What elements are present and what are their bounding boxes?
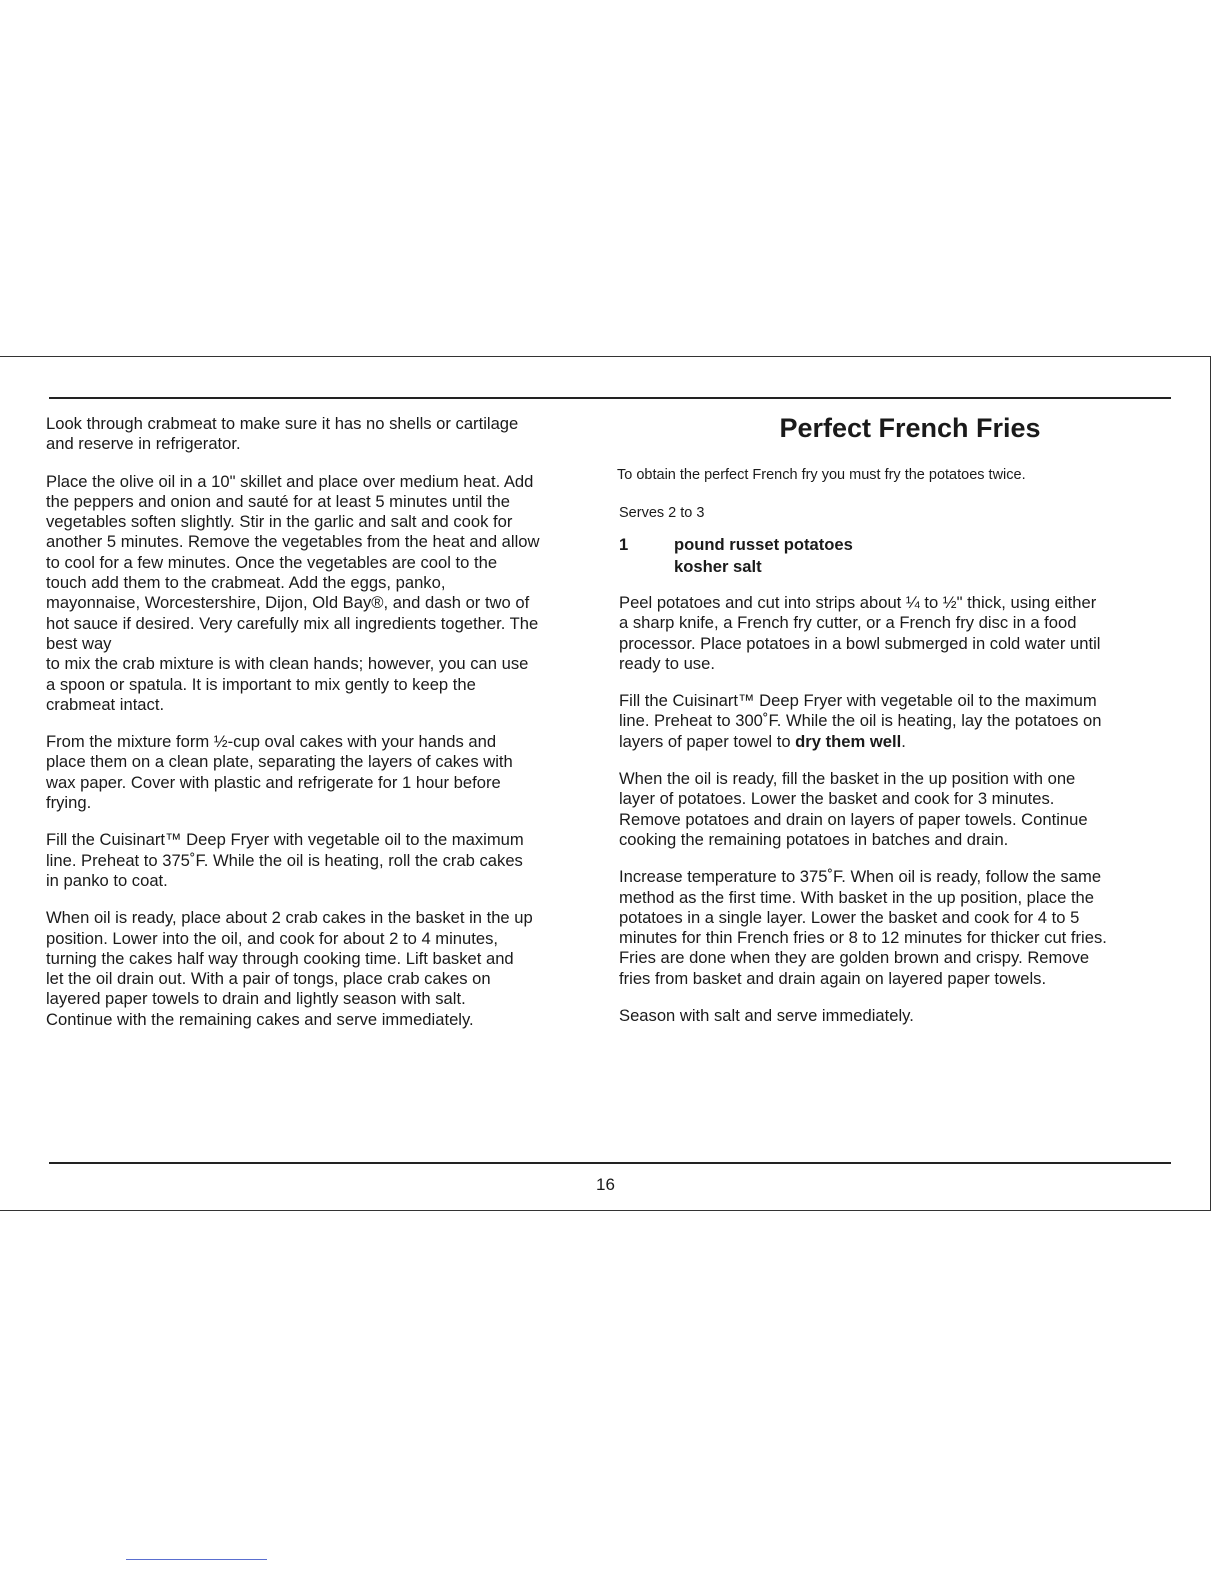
recipe-serves: Serves 2 to 3 xyxy=(619,505,705,521)
recipe-intro: To obtain the perfect French fry you must fry the potatoes twice. xyxy=(617,467,1026,483)
paragraph-peel-potatoes: Peel potatoes and cut into strips about ¼ to ½" thick, using either a sharp knife, a French fry cutter, or a French fry disc in a food processor. Place potatoes in a bowl submerged in cold water until ready to use. xyxy=(619,593,1101,673)
paragraph-fry-crab-cakes: When oil is ready, place about 2 crab cakes in the basket in the up position. Lower into the oil, and cook for about 2 to 4 minutes, turning the cakes half way through cooking time. Lift basket and let the oil drain out. With a pair of tongs, place crab cakes on layered paper towels to drain and lightly season with salt. Continue with the remaining cakes and serve immediately. xyxy=(46,908,533,1029)
paragraph-check-crabmeat: Look through crabmeat to make sure it has no shells or cartilage and reserve in refrigerator. xyxy=(46,414,519,454)
paragraph-fill-fryer-crab: Fill the Cuisinart™ Deep Fryer with vegetable oil to the maximum line. Preheat to 375˚F. While the oil is heating, roll the crab cakes in panko to coat. xyxy=(46,830,524,890)
ingredient-list xyxy=(617,534,1173,578)
recipe-title: Perfect French Fries xyxy=(779,413,1041,443)
right-column xyxy=(617,410,1173,1043)
paragraph-fill-fryer-fries: Fill the Cuisinart™ Deep Fryer with vegetable oil to the maximum line. Preheat to 300˚F. While the oil is heating, lay the potatoes on layers of paper towel to dry them well. xyxy=(619,691,1102,751)
paragraph-saute-vegetables: Place the olive oil in a 10" skillet and place over medium heat. Add the peppers and onion and sauté for at least 5 minutes until the vegetables soften slightly. Stir in the garlic and salt and cook for another 5 minutes. Remove the vegetables from the heat and allow to cool for a few minutes. Once the vegetables are cool to the touch add them to the crabmeat. Add the eggs, panko, mayonnaise, Worcestershire, Dijon, Old Bay®, and dash or two of hot sauce if desired. Very carefully mix all ingredients together. The best way to mix the crab mixture is with clean hands; however, you can use a spoon or spatula. It is important to mix gently to keep the crabmeat intact. xyxy=(46,471,540,714)
ingredient-row xyxy=(617,534,1173,556)
left-column xyxy=(46,414,598,1047)
ingredient-quantity xyxy=(617,556,674,578)
ingredient-quantity: 1 xyxy=(619,535,629,554)
ingredient-item: kosher salt xyxy=(674,557,762,576)
page-number: 16 xyxy=(596,1175,615,1194)
ingredient-row xyxy=(617,556,1173,578)
paragraph-second-fry: Increase temperature to 375˚F. When oil is ready, follow the same method as the first time. With basket in the up position, place the potatoes in a single layer. Lower the basket and cook for 4 to 5 minutes for thin French fries or 8 to 12 minutes for thicker cut fries. Fries are done when they are golden brown and crispy. Remove fries from basket and drain again on layered paper towels. xyxy=(619,867,1107,988)
ingredient-item: pound russet potatoes xyxy=(674,535,853,554)
top-rule xyxy=(49,397,1171,399)
paragraph-first-fry: When the oil is ready, fill the basket in the up position with one layer of potatoes. Lower the basket and cook for 3 minutes. Remove potatoes and drain on layers of paper towels. Continue cooking the remaining potatoes in batches and drain. xyxy=(619,769,1088,849)
paragraph-season: Season with salt and serve immediately. xyxy=(619,1006,914,1026)
bottom-rule xyxy=(49,1162,1171,1164)
emphasis-dry-them-well: dry them well xyxy=(795,731,902,751)
footer-link-underline xyxy=(126,1559,267,1560)
paragraph-form-cakes: From the mixture form ½-cup oval cakes with your hands and place them on a clean plate, separating the layers of cakes with wax paper. Cover with plastic and refrigerate for 1 hour before frying. xyxy=(46,732,513,813)
